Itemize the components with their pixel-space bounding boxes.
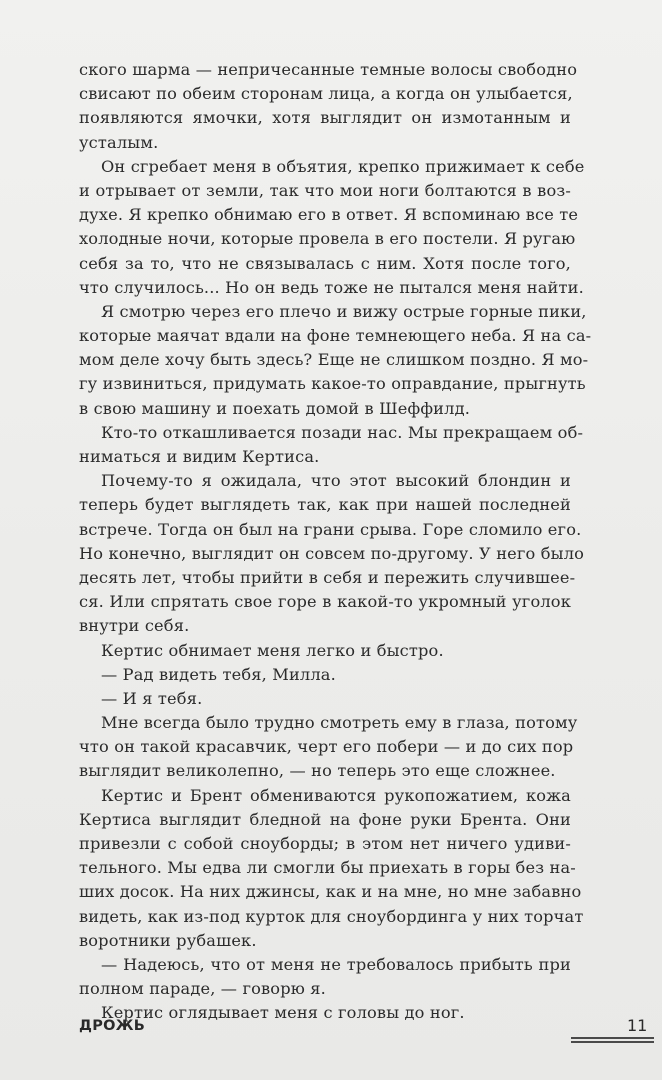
dialogue-line: — Рад видеть тебя, Милла. xyxy=(101,664,336,684)
text-line: что случилось... Но он ведь тоже не пытался меня найти. xyxy=(79,277,584,297)
text-line: Кертиса выглядит бледной на фоне руки Брента. Они xyxy=(79,809,571,829)
text-line: Кто-то откашливается позади нас. Мы прекращаем об- xyxy=(101,422,584,442)
text-line: видеть, как из-под курток для сноубординга у них торчат xyxy=(79,906,584,926)
text-line: Мне всегда было трудно смотреть ему в глаза, потому xyxy=(101,713,578,733)
text-line: которые маячат вдали на фоне темнеющего неба. Я на са- xyxy=(79,326,592,346)
text-line: холодные ночи, которые провела в его постели. Я ругаю xyxy=(79,229,576,249)
text-line: встрече. Тогда он был на грани срыва. Горе сломило его. xyxy=(79,519,582,539)
text-line: десять лет, чтобы прийти в себя и пережить случившее- xyxy=(79,567,576,587)
text-line: появляются ямочки, хотя выглядит он измотанным и xyxy=(79,108,571,128)
text-line: свисают по обеим сторонам лица, а когда он улыбается, xyxy=(79,84,573,104)
text-line: себя за то, что не связывалась с ним. Хотя после того, xyxy=(79,253,571,273)
footer-rules xyxy=(571,1037,654,1047)
text-line: ниматься и видим Кертиса. xyxy=(79,447,320,466)
dialogue-line: — И я тебя. xyxy=(101,688,203,708)
text-line: духе. Я крепко обнимаю его в ответ. Я вспоминаю все те xyxy=(79,205,579,225)
text-line: Но конечно, выглядит он совсем по-другому. У него было xyxy=(79,543,585,563)
text-line: мом деле хочу быть здесь? Еще не слишком поздно. Я мо- xyxy=(79,350,589,370)
text-line: Я смотрю через его плечо и вижу острые горные пики, xyxy=(101,301,587,321)
text-line: Он сгребает меня в объятия, крепко прижимает к себе xyxy=(101,156,585,176)
text-line: и отрывает от земли, так что мои ноги болтаются в воз- xyxy=(79,180,571,200)
text-line: гу извиниться, придумать какое-то оправдание, прыгнуть xyxy=(79,374,586,394)
text-line: внутри себя. xyxy=(79,616,190,636)
text-line: Кертис оглядывает меня с головы до ног. xyxy=(101,1003,465,1023)
footer-rule xyxy=(571,1037,654,1039)
text-line: ших досок. На них джинсы, как и на мне, но мне забавно xyxy=(79,882,582,902)
text-line: что он такой красавчик, черт его побери — и до сих пор xyxy=(79,737,574,757)
text-line: Кертис и Брент обмениваются рукопожатием, кожа xyxy=(101,785,571,805)
body-text xyxy=(79,58,592,1026)
running-head: ДРОЖЬ xyxy=(79,1018,146,1034)
page-number: 11 xyxy=(627,1016,648,1035)
text-line: привезли с собой сноуборды; в этом нет ничего удиви- xyxy=(79,834,571,853)
text-line: усталым. xyxy=(79,132,159,152)
text-line: тельного. Мы едва ли смогли бы приехать в горы без на- xyxy=(79,858,576,878)
text-line: ского шарма — непричесанные темные волосы свободно xyxy=(79,60,578,79)
page-footer xyxy=(79,1014,654,1050)
text-line: воротники рубашек. xyxy=(79,930,257,950)
footer-rule xyxy=(571,1041,654,1043)
text-line: в свою машину и поехать домой в Шеффилд. xyxy=(79,398,471,418)
text-line: Почему-то я ожидала, что этот высокий блондин и xyxy=(101,471,571,491)
text-line: теперь будет выглядеть так, как при нашей последней xyxy=(79,495,571,515)
dialogue-line: — Надеюсь, что от меня не требовалось прибыть при xyxy=(101,954,571,974)
text-line: Кертис обнимает меня легко и быстро. xyxy=(101,640,444,660)
dialogue-line: полном параде, — говорю я. xyxy=(79,979,326,999)
text-line: ся. Или спрятать свое горе в какой-то укромный уголок xyxy=(79,592,571,612)
text-line: выглядит великолепно, — но теперь это еще сложнее. xyxy=(79,761,556,781)
